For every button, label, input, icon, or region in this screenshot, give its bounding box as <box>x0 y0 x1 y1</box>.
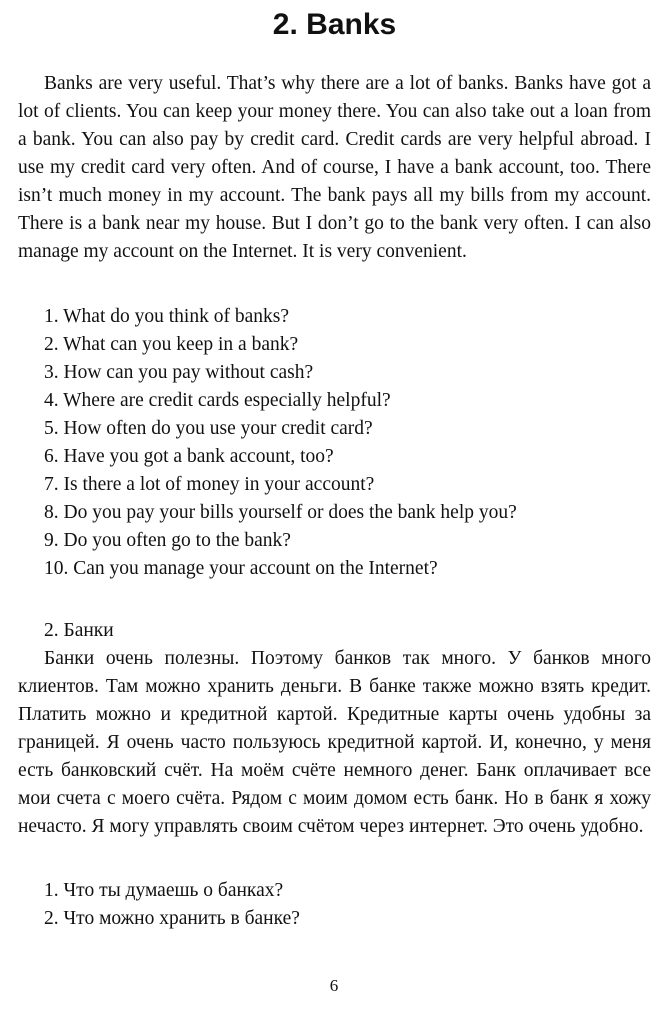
question-item: 8. Do you pay your bills yourself or does the bank help you? <box>44 502 517 523</box>
russian-questions-list <box>18 877 651 933</box>
english-paragraph: Banks are very useful. That’s why there are a lot of banks. Banks have got a lot of clients. You can keep your money there. You can also take out a loan from a bank. You can also pay by credit card. Credit cards are very helpful abroad. I use my credit card very often. And of course, I have a bank account, too. There isn’t much money in my account. The bank pays all my bills from my account. There is a bank near my house. But I don’t go to the bank very often. I can also manage my account on the Internet. It is very convenient. <box>18 73 651 262</box>
page-number: 6 <box>329 976 339 995</box>
question-item: 3. How can you pay without cash? <box>44 362 314 383</box>
english-questions-list <box>18 303 651 583</box>
question-item: 2. What can you keep in a bank? <box>44 334 299 355</box>
question-item: 9. Do you often go to the bank? <box>44 530 291 551</box>
question-item: 10. Can you manage your account on the Internet? <box>44 558 438 579</box>
question-item: 4. Where are credit cards especially helpful? <box>44 390 391 411</box>
question-item: 7. Is there a lot of money in your account? <box>44 474 375 495</box>
question-item: 6. Have you got a bank account, too? <box>44 446 334 467</box>
question-item: 1. Что ты думаешь о банках? <box>44 880 284 901</box>
question-item: 1. What do you think of banks? <box>44 306 289 327</box>
question-item: 2. Что можно хранить в банке? <box>44 908 300 929</box>
question-item: 5. How often do you use your credit card? <box>44 418 373 439</box>
russian-paragraph: Банки очень полезны. Поэтому банков так много. У банков много клиентов. Там можно хранить деньги. В банке также можно взять кредит. Платить можно и кредитной картой. Кредитные карты очень удобны за границей. Я очень часто пользуюсь кредитной картой. И, конечно, у меня есть банковский счёт. На моём счёте немного денег. Банк оплачивает все мои счета с моего счёта. Рядом с моим домом есть банк. Но в банк я хожу нечасто. Я могу управлять своим счётом через интернет. Это очень удобно. <box>18 648 651 837</box>
document-page <box>18 0 651 933</box>
page-title: 2. Banks <box>272 8 397 41</box>
russian-title: 2. Банки <box>44 620 114 641</box>
